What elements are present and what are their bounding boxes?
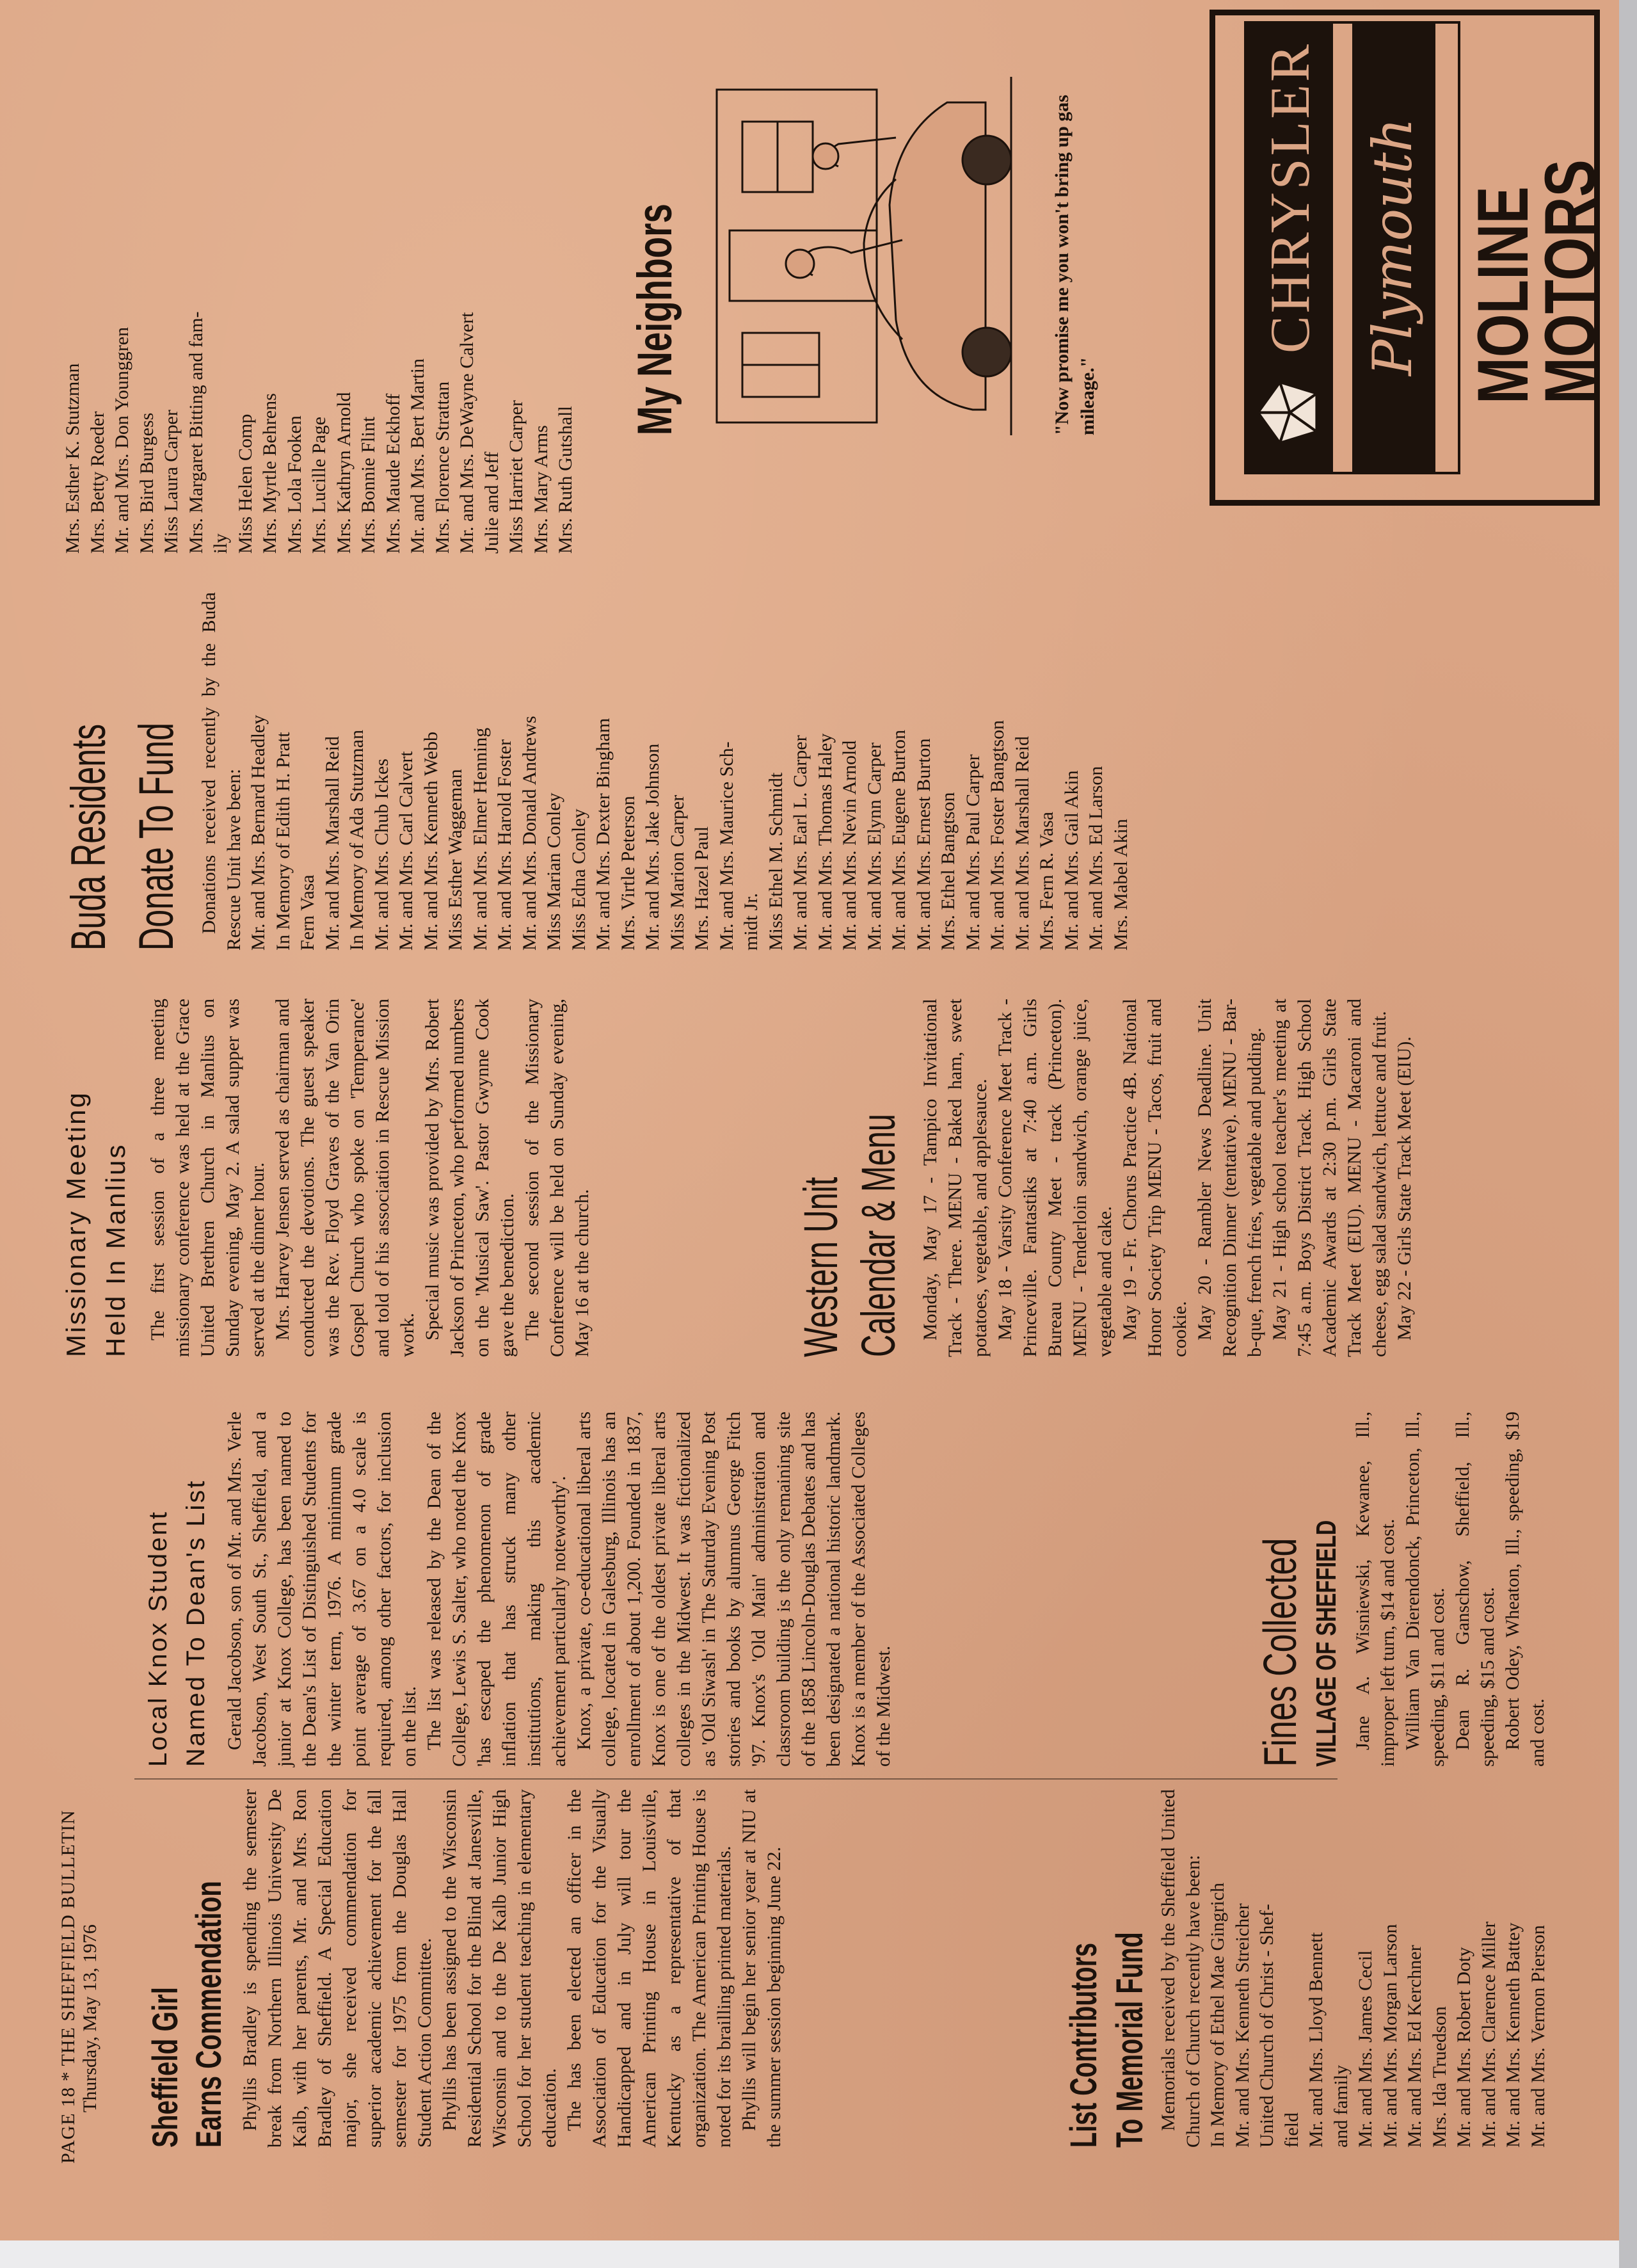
list-item: Julie and Jeff	[481, 451, 502, 554]
paragraph: The has been elected an officer in the Association of Education for the Visually Handicapped and in July will tour the American Printing House in Louisville, Kentucky as a representative of that organization. The American Printing House is noted for its brailling printed materials.	[564, 1789, 735, 2148]
paragraph: Memorials received by the Sheffield United Church of Church recently have been:	[1158, 1789, 1204, 2148]
headline: Earns Commendation	[188, 1881, 228, 2148]
list-item: Miss Ethel M. Schmidt	[765, 772, 787, 951]
chrysler-band	[1247, 24, 1333, 472]
list-item: Mr. and Mrs. Elmer Henning	[469, 727, 491, 951]
list-item: Mr. and Mrs. Ed Larson	[1085, 766, 1106, 951]
list-item: Mrs. Mary Arms	[530, 425, 552, 554]
article-body	[918, 999, 1417, 1357]
paragraph: Dean R. Ganschow, Sheffield, Ill., speeding, $15 and cost.	[1452, 1411, 1498, 1767]
cartoon-illustration	[691, 77, 1024, 435]
paragraph: Phyllis has been assigned to the Wisconsin Residential School for the Blind at Janesville, Wisconsin and to the De Kalb Junior High School for her student teaching in elementary education.	[439, 1789, 560, 2148]
ad-logo-box	[1244, 21, 1460, 474]
buda-article	[61, 592, 1133, 951]
masthead	[58, 1805, 101, 2164]
list-item: Mrs. Bird Burgess	[136, 412, 157, 554]
headline: Calendar & Menu	[852, 1113, 905, 1357]
paragraph: May 21 - High school teacher's meeting at 7:45 a.m. Boys District Track. High School Academic Awards at 2:30 p.m. Girls State Track Meet (EIU). MENU - Macaroni and cheese, egg salad sandwich, lettuce and fruit.	[1269, 999, 1390, 1357]
dealer-name: MOLINE	[1463, 186, 1543, 404]
list-item: Mrs. Margaret Bitting and fam-	[185, 311, 207, 554]
paragraph: Mrs. Harvey Jensen served as chairman and conducted the devotions. The guest speaker was the Rev. Floyd Graves of the Van Orin Gospel Church who spoke on 'Temperance' and told of his association in Rescue Mission work.	[272, 999, 418, 1357]
pentastar-icon	[1256, 379, 1323, 446]
paragraph: Monday, May 17 - Tampico Invitational Track - There. MENU - Baked ham, sweet potatoes, vegetable, and applesauce.	[920, 999, 991, 1357]
list-item: and family	[1330, 2064, 1352, 2148]
list-item: Mrs. Florence Strattan	[431, 381, 453, 554]
headline: Sheffield Girl	[145, 1987, 185, 2148]
list-item: Mr. and Mrs. Robert Doty	[1453, 1947, 1474, 2148]
headline: List Contributors	[1063, 1943, 1105, 2148]
list-item: Mrs. Mabel Akin	[1110, 819, 1131, 951]
list-item: Mrs. Esther K. Stutzman	[62, 363, 83, 554]
list-item: Mr. and Mrs. Don Younggren	[111, 326, 132, 554]
list-item: In Memory of Edith H. Pratt	[272, 732, 294, 951]
list-item: Mrs. Betty Roeder	[86, 411, 108, 554]
headline: Held In Manlius	[100, 1143, 131, 1357]
headline: Buda Residents	[61, 723, 116, 951]
article-body	[145, 999, 595, 1357]
headline: Fines Collected	[1255, 1538, 1306, 1767]
list-item: Mr. and Mrs. Ernest Burton	[913, 738, 934, 951]
list-item: Mrs. Kathryn Arnold	[333, 392, 355, 554]
list-item: Miss Harriet Carper	[506, 400, 527, 554]
article-intro	[196, 592, 246, 951]
donor-list	[246, 592, 1133, 951]
list-item: Mr. and Mrs. Kenneth Streicher	[1231, 1903, 1253, 2148]
figure-head	[813, 143, 838, 169]
cartoon-caption: "Now promise me you won't bring up gas mileage."	[1051, 95, 1098, 435]
list-item: In Memory of Ethel Mae Gingrich	[1207, 1882, 1228, 2148]
list-item: Mr. and Mrs. Lloyd Bennett	[1306, 1932, 1327, 2148]
list-item: Miss Marion Carper	[666, 794, 688, 951]
list-item: Mr. and Mrs. Bernard Headley	[248, 714, 269, 951]
list-item: Miss Helen Comp	[234, 414, 256, 554]
donor-list	[61, 195, 579, 554]
list-item: Mrs. Lola Fooken	[283, 415, 305, 554]
paragraph: Jane A. Wisniewski, Kewanee, Ill., improper left turn, $14 and cost.	[1352, 1411, 1398, 1767]
list-item: Mrs. Bonnie Flint	[358, 416, 379, 554]
article-body	[222, 1411, 896, 1767]
list-item: Mrs. Ethel Bangtson	[938, 792, 959, 951]
brand-chrysler: CHRYSLER	[1259, 42, 1322, 353]
paragraph: Phyllis will begin her senior year at NIU at the summer session beginning June 22.	[739, 1789, 785, 2148]
list-item: field	[1281, 2112, 1302, 2148]
buda-article-continued	[61, 195, 579, 554]
paragraph: May 20 - Rambler News Deadline. Unit Recognition Dinner (tentative). MENU - Bar-b-que, french fries, vegetable and pudding.	[1194, 999, 1265, 1357]
list-item: Mr. and Mrs. Morgan Larson	[1379, 1924, 1401, 2148]
figure	[800, 240, 902, 275]
list-item: Mr. and Mrs. Marshall Reid	[321, 736, 343, 951]
paragraph: The second session of the Missionary Conference will be held on Sunday evening, May 16 at the church.	[522, 999, 593, 1357]
scan-bottom-margin	[0, 2240, 1619, 2268]
memorial-fund-article	[1062, 1789, 1551, 2148]
list-item: Mrs. Virtle Peterson	[617, 796, 639, 951]
list-item: Fern Vasa	[297, 874, 318, 951]
list-item: Mr. and Mrs. Paul Carper	[962, 754, 984, 951]
list-item: Mr. and Mrs. Ed Kerchner	[1404, 1945, 1425, 2148]
sheffield-girl-article	[144, 1789, 787, 2148]
car-wheel	[962, 328, 1011, 376]
list-item: ily	[210, 533, 231, 554]
article-intro	[1156, 1789, 1206, 2148]
paragraph: Special music was provided by Mrs. Robert Jackson of Princeton, who performed numbers on the 'Musical Saw'. Pastor Gwynne Cook gave the benediction.	[422, 999, 518, 1357]
list-item: Mrs. Ida Truedson	[1428, 2006, 1450, 2148]
list-item: United Church of Christ - Shef-	[1256, 1904, 1277, 2148]
chrysler-plymouth-ad	[1210, 10, 1610, 506]
headline: Local Knox Student	[144, 1510, 172, 1767]
knox-article	[144, 1411, 896, 1767]
paragraph: Gerald Jacobson, son of Mr. and Mrs. Verle Jacobson, West South St., Sheffield, and a junior at Knox College, has been named to the Dean's List of Distinguished Students for the winter term, 1976. A minimum grade point average of 3.67 on a 4.0 scale is required, among other factors, for inclusion on the list.	[224, 1411, 420, 1767]
issue-date: Thursday, May 13, 1976	[79, 1924, 100, 2112]
western-unit-article	[794, 999, 1417, 1357]
list-item: Mr. and Mrs. Gail Akin	[1060, 770, 1082, 951]
list-item: Mr. and Mrs. Donald Andrews	[518, 716, 540, 951]
fines-article	[1254, 1411, 1550, 1767]
paragraph: The first session of a three meeting missionary conference was held at the Grace United Brethren Church in Manlius on Sunday evening, May 2. A salad supper was served at the dinner hour.	[147, 999, 268, 1357]
paragraph: The list was released by the Dean of the College, Lewis S. Salter, who noted the Knox 'has escaped the phenomenon of grade inflation that has struck many other institutions, making this academic achievement particularly noteworthy'.	[424, 1411, 570, 1767]
list-item: In Memory of Ada Stutzman	[346, 730, 367, 951]
list-item: Mr. and Mrs. Jake Johnson	[642, 743, 663, 951]
list-item: Mr. and Mrs. Eugene Burton	[888, 730, 909, 951]
figure-head	[786, 250, 814, 278]
list-item: Mr. and Mrs. Nevin Arnold	[839, 740, 860, 951]
paragraph: May 22 - Girls State Track Meet (EIU).	[1394, 1036, 1415, 1340]
list-item: Miss Edna Conley	[568, 808, 589, 951]
cartoon-title: My Neighbors	[628, 204, 682, 435]
paragraph: Knox, a private, co-educational liberal arts college, located in Galesburg, Illinois has an enrollment of about 1,200. Founded in 1837, Knox is one of the oldest private liberal arts colleges in the Midwest. It was fictionalized as 'Old Siwash' in The Saturday Evening Post stories and books by alumnus George Fitch '97. Knox's 'Old Main' administration and classroom building is the only remaining site of the 1858 Lincoln-Douglas Debates and has been designated a national historic landmark. Knox is a member of the Associated Colleges of the Midwest.	[573, 1411, 894, 1767]
car-wheel	[962, 136, 1011, 184]
list-item: midt Jr.	[740, 892, 762, 951]
headline: To Memorial Fund	[1109, 1932, 1151, 2148]
article-body	[237, 1789, 787, 2148]
headline: Missionary Meeting	[61, 1091, 91, 1357]
dealer-name: MOTORS	[1530, 159, 1610, 404]
list-item: Mr. and Mrs. Thomas Haley	[814, 733, 836, 951]
brand-plymouth: Plymouth	[1361, 117, 1424, 376]
headline: Donate To Fund	[129, 722, 184, 951]
paragraph: Robert Odey, Wheaton, Ill., speeding, $19 and cost.	[1502, 1411, 1548, 1767]
page-label: PAGE 18 * THE SHEFFIELD BULLETIN	[58, 1810, 79, 2164]
list-item: Miss Laura Carper	[161, 410, 182, 554]
list-item: Mr. and Mrs. Maurice Sch-	[715, 741, 737, 951]
paragraph: Phyllis Bradley is spending the semester break from Northern Illinois University De Kalb, with her parents, Mr. and Mrs. Ron Bradley of Sheffield. A Special Education major, she received commendation for superior academic achievement for the fall semester for 1975 from the Douglas Hall Student Action Committee.	[239, 1789, 435, 2148]
column-rule	[134, 1778, 1338, 1780]
list-item: Mrs. Lucille Page	[308, 416, 330, 554]
article-body	[1350, 1411, 1550, 1767]
headline: Western Unit	[794, 1177, 847, 1357]
list-item: Mr. and Mrs. Clarence Miller	[1478, 1921, 1499, 2148]
list-item: Mr. and Mrs. Foster Bangtson	[987, 720, 1008, 951]
paragraph: May 19 - Fr. Chorus Practice 4B. National Honor Society Trip MENU - Tacos, fruit and cookie.	[1119, 999, 1190, 1357]
list-item: Mr. and Mrs. Marshall Reid	[1011, 736, 1033, 951]
list-item: Mr. and Mrs. Elynn Carper	[863, 743, 885, 951]
memorial-list	[1206, 1789, 1551, 2148]
list-item: Mrs. Myrtle Behrens	[259, 393, 280, 554]
subheadline: VILLAGE OF SHEFFIELD	[1311, 1520, 1342, 1767]
list-item: Mrs. Fern R. Vasa	[1036, 812, 1057, 951]
list-item: Mr. and Mrs. Bert Martin	[407, 358, 428, 554]
list-item: Mrs. Maude Eckhoff	[382, 393, 404, 554]
scan-edge	[1619, 0, 1637, 2268]
list-item: Miss Esther Waggeman	[445, 769, 466, 951]
list-item: Mr. and Mrs. Kenneth Webb	[420, 732, 442, 951]
paragraph: Donations received recently by the Buda Rescue Unit have been:	[198, 592, 244, 951]
list-item: Mr. and Mrs. Earl L. Carper	[790, 735, 811, 951]
list-item: Mr. and Mrs. Vernon Pierson	[1527, 1925, 1549, 2148]
list-item: Mrs. Ruth Gutshall	[555, 406, 576, 554]
list-item: Mr. and Mrs. Dexter Bingham	[593, 718, 614, 951]
paragraph: William Van Dierendonck, Princeton, Ill., speeding, $11 and cost.	[1402, 1411, 1448, 1767]
list-item: Mr. and Mrs. Kenneth Battey	[1503, 1922, 1524, 2148]
list-item: Mrs. Hazel Paul	[691, 826, 712, 951]
list-item: Mr. and Mrs. Carl Calvert	[395, 751, 417, 951]
list-item: Mr. and Mrs. James Cecil	[1355, 1950, 1376, 2148]
paragraph: May 18 - Varsity Conference Meet Track - Princeville. Fantastiks at 7:40 a.m. Girls Bureau County Meet - track (Princeton). MENU - Tenderloin sandwich, orange juice, vegetable and cake.	[994, 999, 1115, 1357]
list-item: Mr. and Mrs. Chub Ickes	[371, 759, 392, 951]
missionary-article	[61, 999, 595, 1357]
list-item: Mr. and Mrs. DeWayne Calvert	[456, 312, 477, 554]
plymouth-band	[1352, 24, 1435, 472]
list-item: Mr. and Mrs. Harold Foster	[494, 739, 515, 951]
headline: Named To Dean's List	[182, 1479, 210, 1767]
list-item: Miss Marian Conley	[543, 792, 564, 951]
my-neighbors-cartoon	[627, 0, 1203, 435]
